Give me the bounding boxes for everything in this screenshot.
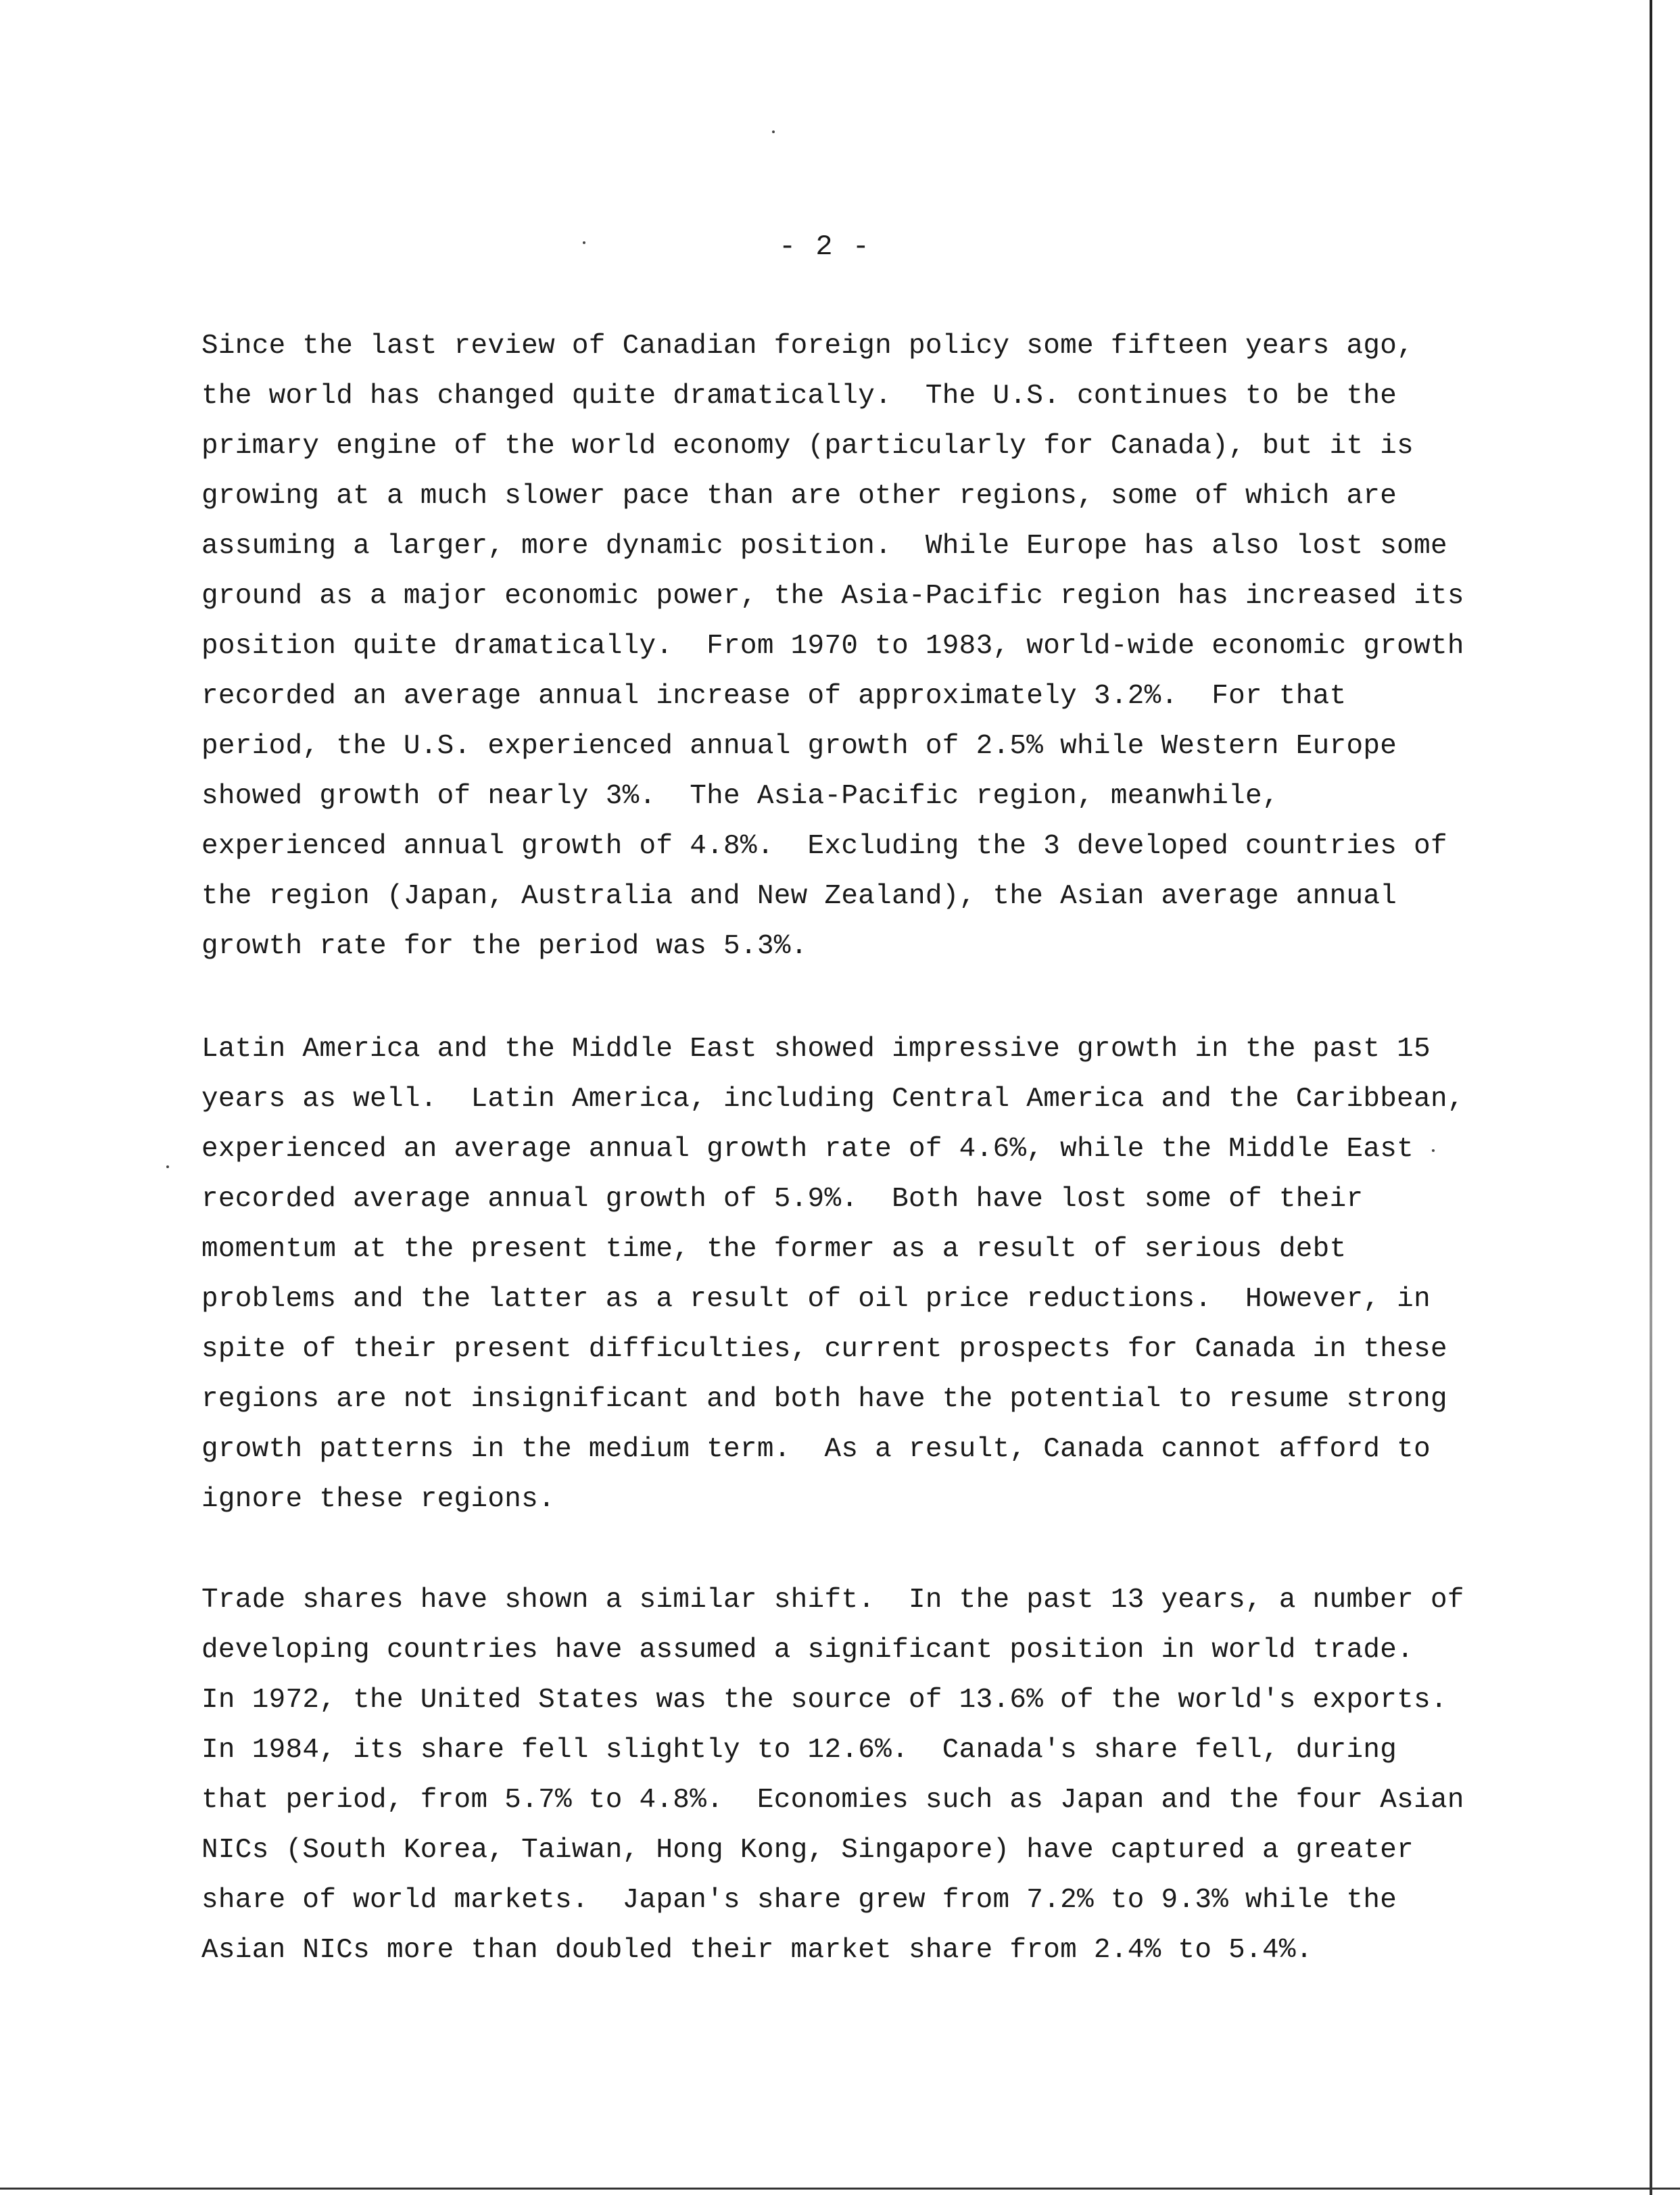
paragraph-line: that period, from 5.7% to 4.8%. Economies such as Japan and the four Asian bbox=[201, 1785, 1464, 1816]
paragraph-line: spite of their present difficulties, current prospects for Canada in these bbox=[201, 1334, 1447, 1365]
paragraph-line: experienced annual growth of 4.8%. Excluding the 3 developed countries of bbox=[201, 831, 1447, 862]
paragraph-line: assuming a larger, more dynamic position. While Europe has also lost some bbox=[201, 531, 1447, 562]
paragraph-line: problems and the latter as a result of oil price reductions. However, in bbox=[201, 1284, 1431, 1315]
paragraph-line: In 1972, the United States was the source of 13.6% of the world's exports. bbox=[201, 1685, 1447, 1716]
paragraph-line: ignore these regions. bbox=[201, 1484, 555, 1515]
paragraph-line: showed growth of nearly 3%. The Asia-Pacific region, meanwhile, bbox=[201, 781, 1279, 812]
paragraph-line: period, the U.S. experienced annual growth of 2.5% while Western Europe bbox=[201, 731, 1397, 762]
paragraph-line: growth patterns in the medium term. As a result, Canada cannot afford to bbox=[201, 1434, 1431, 1465]
paragraph-line: primary engine of the world economy (particularly for Canada), but it is bbox=[201, 431, 1414, 462]
page-number: - 2 - bbox=[778, 231, 871, 263]
paragraph-line: NICs (South Korea, Taiwan, Hong Kong, Singapore) have captured a greater bbox=[201, 1835, 1414, 1866]
paragraph-line: Since the last review of Canadian foreign policy some fifteen years ago, bbox=[201, 331, 1414, 362]
paragraph-line: Trade shares have shown a similar shift. In the past 13 years, a number of bbox=[201, 1585, 1464, 1616]
scan-speck bbox=[772, 130, 775, 133]
paragraph-line: experienced an average annual growth rate of 4.6%, while the Middle East bbox=[201, 1134, 1414, 1165]
paragraph-line: recorded an average annual increase of approximately 3.2%. For that bbox=[201, 681, 1347, 712]
paragraph-line: years as well. Latin America, including Central America and the Caribbean, bbox=[201, 1084, 1464, 1115]
scan-edge-right bbox=[1650, 0, 1652, 2195]
paragraph-line: the world has changed quite dramatically. The U.S. continues to be the bbox=[201, 381, 1397, 412]
paragraph-line: In 1984, its share fell slightly to 12.6%. Canada's share fell, during bbox=[201, 1735, 1397, 1766]
paragraph-line: ground as a major economic power, the Asia-Pacific region has increased its bbox=[201, 581, 1464, 612]
scan-speck bbox=[583, 241, 585, 244]
paragraph-line: regions are not insignificant and both have the potential to resume strong bbox=[201, 1384, 1447, 1415]
paragraph-line: growth rate for the period was 5.3%. bbox=[201, 931, 808, 962]
paragraph-line: growing at a much slower pace than are other regions, some of which are bbox=[201, 481, 1397, 512]
paragraph-line: Asian NICs more than doubled their market share from 2.4% to 5.4%. bbox=[201, 1935, 1313, 1966]
paragraph-line: share of world markets. Japan's share grew from 7.2% to 9.3% while the bbox=[201, 1885, 1397, 1916]
paragraph-line: the region (Japan, Australia and New Zealand), the Asian average annual bbox=[201, 881, 1397, 912]
scan-speck bbox=[166, 1165, 169, 1168]
paragraph-line: momentum at the present time, the former as a result of serious debt bbox=[201, 1234, 1347, 1265]
paragraph-line: position quite dramatically. From 1970 to 1983, world-wide economic growth bbox=[201, 631, 1464, 662]
paragraph-line: recorded average annual growth of 5.9%. Both have lost some of their bbox=[201, 1184, 1364, 1215]
scan-edge-bottom bbox=[0, 2188, 1680, 2190]
paragraph-line: Latin America and the Middle East showed impressive growth in the past 15 bbox=[201, 1034, 1431, 1065]
paragraph-line: developing countries have assumed a significant position in world trade. bbox=[201, 1635, 1414, 1666]
scan-speck bbox=[1432, 1149, 1435, 1152]
